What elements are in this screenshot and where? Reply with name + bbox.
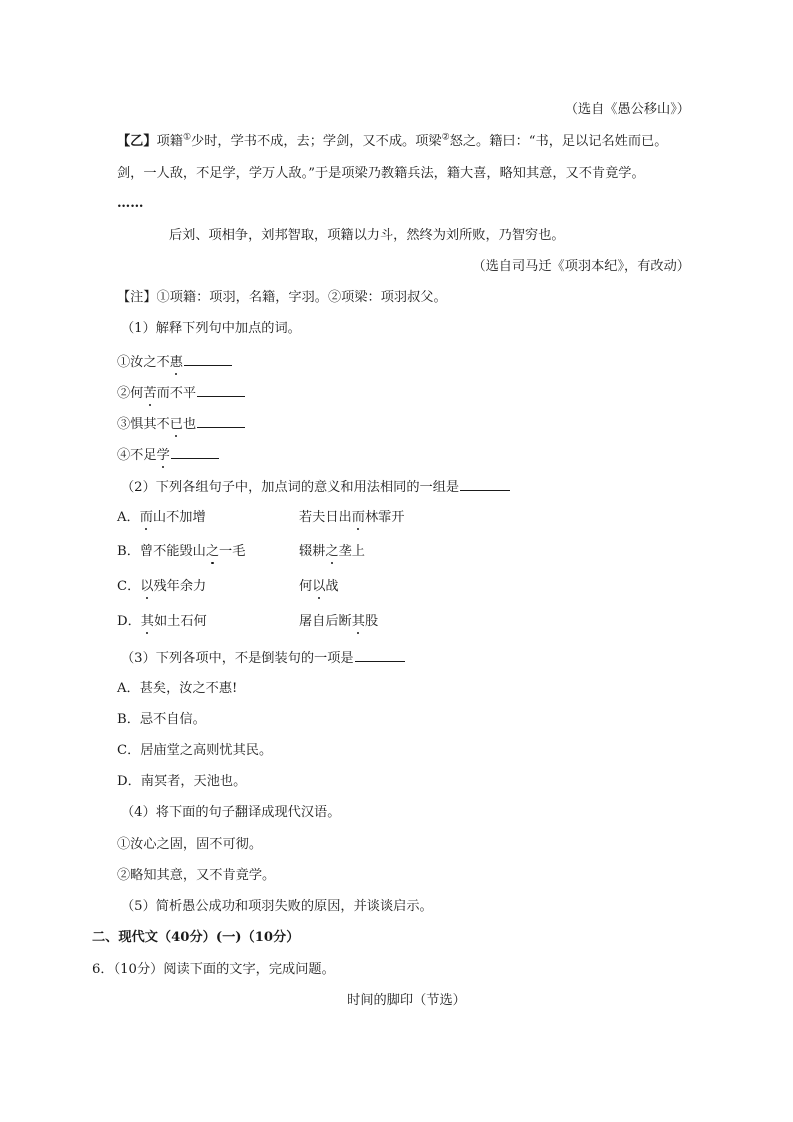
answer-blank[interactable]: [184, 352, 232, 366]
dotted-char: 学: [156, 448, 170, 463]
option-pair-text: [299, 578, 339, 596]
item-text: 也: [182, 417, 197, 432]
q1-stem: （1）解释下列句中加点的词。: [121, 321, 301, 336]
footnote-marker: ①: [182, 132, 192, 143]
dotted-char: 而: [139, 510, 153, 525]
option-pair-text: [299, 613, 378, 631]
dotted-char: 惠: [169, 355, 183, 370]
q3-option-c[interactable]: C．居庙堂之高则忧其民。: [117, 743, 273, 758]
passage-text: 怒之。籍曰：“书，足以记名姓而已。: [449, 134, 668, 149]
option-label: A．: [117, 510, 140, 525]
option-label: D．: [117, 614, 141, 629]
option-text: 如土石何: [153, 614, 207, 629]
option-label: B．: [117, 544, 140, 559]
answer-blank[interactable]: [197, 383, 245, 397]
q2-stem: [121, 477, 510, 497]
section-heading: 二、现代文（40分）(一)（10分）: [92, 930, 300, 945]
item-text: ④不足: [117, 448, 157, 463]
answer-blank[interactable]: [460, 477, 510, 491]
stem-text: （3）下列各项中，不是倒装句的一项是: [121, 651, 354, 666]
option-text: 曾不能毁山: [139, 544, 206, 559]
item-text: ①汝之不: [117, 355, 170, 370]
passage-b-line-3: 后刘、项相争，刘邦智取，项籍以力斗，然终为刘所败，乃智穷也。: [169, 228, 565, 243]
q2-option-b[interactable]: [117, 543, 517, 561]
option-text: 垄上: [338, 544, 365, 559]
option-text: 战: [325, 579, 339, 594]
q1-item-3: [117, 414, 245, 434]
q1-item-4: [117, 445, 219, 465]
passage-text: 少时，学书不成，去；学剑，又不成。项梁: [191, 134, 442, 149]
option-text: 若夫日出: [299, 510, 352, 525]
footnote-marker: ②: [441, 132, 450, 143]
dotted-char: 而: [351, 510, 365, 525]
q4-item-2: ②略知其意，又不肯竟学。: [117, 868, 276, 883]
q2-option-d[interactable]: [117, 613, 517, 631]
q4-stem: （4）将下面的句子翻译成现代汉语。: [121, 805, 341, 820]
footnotes: 【注】①项籍：项羽，名籍，字羽。②项梁：项羽叔父。: [117, 290, 447, 305]
passage-ellipsis: ……: [117, 196, 144, 211]
dotted-char: 其: [351, 614, 365, 629]
item-text: 而不平: [156, 386, 197, 401]
passage-tag: 【乙】: [117, 134, 157, 149]
stem-text: （2）下列各组句子中，加点词的意义和用法相同的一组是: [121, 480, 460, 495]
option-text: 辍耕: [299, 544, 326, 559]
option-text: 林霏开: [364, 510, 405, 525]
option-pair-text: [299, 509, 405, 527]
article-title: 时间的脚印（节选）: [347, 993, 466, 1008]
dotted-char: 苦: [143, 386, 157, 401]
option-text: 山不加增: [152, 510, 206, 525]
q3-option-b[interactable]: B．忌不自信。: [117, 712, 206, 727]
q1-item-2: [117, 383, 245, 403]
answer-blank[interactable]: [171, 445, 219, 459]
passage-b-line-1: [117, 133, 667, 151]
source-line-a: （选自《愚公移山》）: [564, 102, 690, 117]
q3-option-a[interactable]: A．甚矣，汝之不惠!: [117, 681, 238, 696]
q6-stem: 6．（10分）阅读下面的文字，完成问题。: [92, 962, 335, 977]
source-line-b: （选自司马迁《项羽本纪》，有改动）: [472, 259, 690, 274]
passage-b-line-2: 剑，一人敌，不足学，学万人敌。”于是项梁乃教籍兵法，籍大喜，略知其意，又不肯竟学。: [117, 166, 645, 181]
item-text: ③惧其不: [117, 417, 170, 432]
dotted-char: 之: [205, 544, 220, 559]
dotted-char: 已: [169, 417, 183, 432]
q5-stem: （5）简析愚公成功和项羽失败的原因，并谈谈启示。: [121, 899, 433, 914]
item-text: ②何: [117, 386, 144, 401]
dotted-char: 之: [325, 544, 339, 559]
option-text: 残年余力: [153, 579, 207, 594]
option-text: 股: [364, 614, 379, 629]
dotted-char: 其: [140, 614, 154, 629]
option-text: 屠自后断: [299, 614, 352, 629]
dotted-char: 以: [140, 579, 154, 594]
q1-item-1: [117, 352, 232, 372]
dotted-char: 以: [312, 579, 326, 594]
q2-option-c[interactable]: [117, 578, 517, 596]
option-label: C．: [117, 579, 141, 594]
option-pair-text: [299, 543, 365, 561]
q3-stem: [121, 648, 405, 668]
answer-blank[interactable]: [197, 414, 245, 428]
option-text: 何: [299, 579, 313, 594]
q4-item-1: ①汝心之固，固不可彻。: [117, 837, 263, 852]
q2-option-a[interactable]: [117, 509, 517, 527]
q3-option-d[interactable]: D．南冥者，天池也。: [117, 774, 247, 789]
passage-text: 项籍: [156, 134, 183, 149]
option-text: 一毛: [219, 544, 246, 559]
answer-blank[interactable]: [355, 648, 405, 662]
